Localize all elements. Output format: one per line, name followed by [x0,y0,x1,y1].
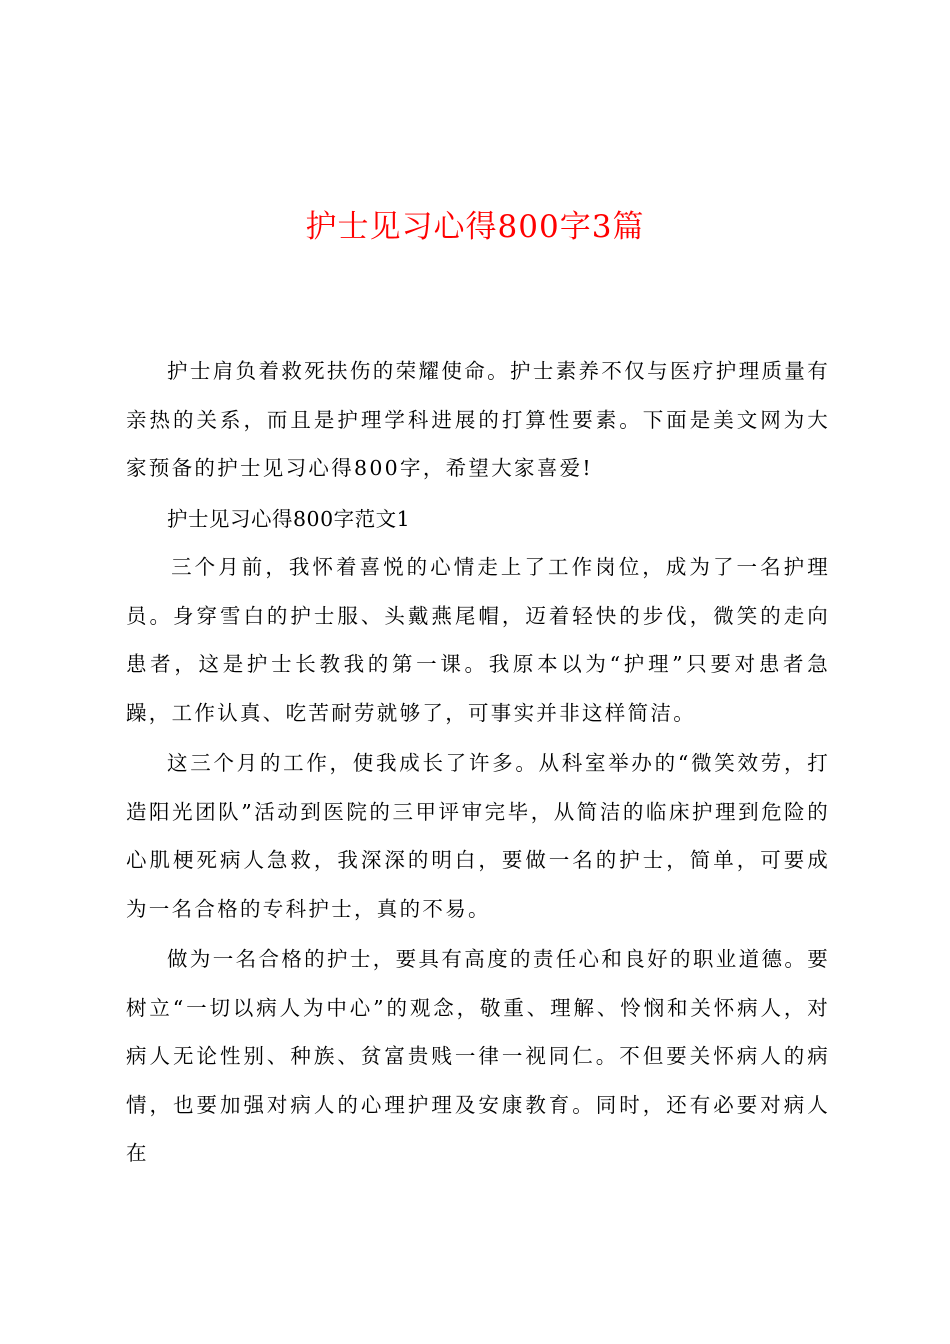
body-paragraph-2: 这三个月的工作，使我成长了许多。从科室举办的“微笑效劳，打造阳光团队”活动到医院的三甲评审完毕，从简洁的临床护理到危险的心肌梗死病人急救，我深深的明白，要做一名的护士，简单，可要成为一名合格的专科护士，真的不易。 [126,751,830,921]
body-paragraph-1: 三个月前，我怀着喜悦的心情走上了工作岗位，成为了一名护理员。身穿雪白的护士服、头戴燕尾帽，迈着轻快的步伐，微笑的走向患者，这是护士长教我的第一课。我原本以为“护理”只要对患者急躁，工作认真、吃苦耐劳就够了，可事实并非这样简洁。 [126,555,830,725]
body-paragraph-3: 做为一名合格的护士，要具有高度的责任心和良好的职业道德。要树立“一切以病人为中心”的观念，敬重、理解、怜悯和关怀病人，对病人无论性别、种族、贫富贵贱一律一视同仁。不但要关怀病人的病情，也要加强对病人的心理护理及安康教育。同时，还有必要对病人在 [126,947,830,1165]
intro-paragraph: 护士肩负着救死扶伤的荣耀使命。护士素养不仅与医疗护理质量有亲热的关系，而且是护理学科进展的打算性要素。下面是美文网为大家预备的护士见习心得800字，希望大家喜爱! [126,359,830,480]
document-title: 护士见习心得800字3篇 [305,209,645,245]
section-heading-sample-1: 护士见习心得800字范文1 [167,506,411,531]
document-body [126,347,830,1180]
